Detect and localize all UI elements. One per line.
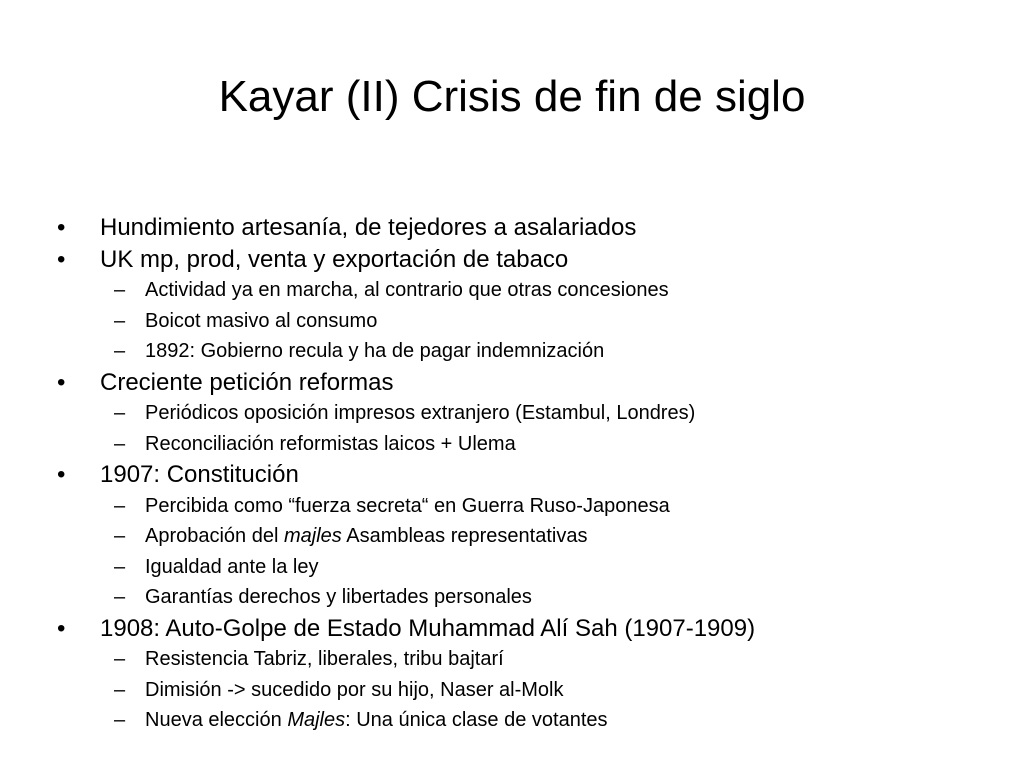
sub-bullet-item xyxy=(57,275,1007,306)
bullet-text: 1908: Auto-Golpe de Estado Muhammad Alí Sah (1907-1909) xyxy=(100,614,756,642)
bullet-item xyxy=(57,244,1007,276)
dash-marker: – xyxy=(114,586,126,608)
sub-bullet-item xyxy=(57,644,1007,675)
bullet-marker: • xyxy=(57,214,66,241)
slide-title: Kayar (II) Crisis de fin de siglo xyxy=(218,72,806,121)
dash-marker: – xyxy=(114,340,126,362)
bullet-item xyxy=(57,367,1007,399)
sub-bullet-text: Dimisión -> sucedido por su hijo, Naser al-Molk xyxy=(145,678,564,701)
bullet-item xyxy=(57,212,1007,244)
dash-marker: – xyxy=(114,555,126,578)
bullet-item xyxy=(57,459,1007,491)
text-segment: Asambleas representativas xyxy=(341,525,588,547)
bullet-text: 1907: Constitución xyxy=(100,461,299,488)
dash-marker: – xyxy=(114,402,126,424)
dash-marker: – xyxy=(114,279,126,301)
sub-bullet-item xyxy=(57,336,1007,367)
sub-bullet-item xyxy=(57,521,1007,552)
bullet-marker: • xyxy=(57,461,66,488)
sub-bullet-item xyxy=(57,491,1007,522)
sub-bullet-text: Percibida como “fuerza secreta“ en Guerra Ruso-Japonesa xyxy=(145,494,670,517)
bullet-text: UK mp, prod, venta y exportación de tabaco xyxy=(100,245,569,273)
sub-bullet-item xyxy=(57,582,1007,613)
bullet-text: Hundimiento artesanía, de tejedores a asalariados xyxy=(100,214,637,241)
bullet-marker: • xyxy=(57,245,66,273)
sub-bullet-text xyxy=(145,709,608,731)
italic-term: majles xyxy=(283,525,342,547)
sub-bullet-text xyxy=(145,525,587,547)
dash-marker: – xyxy=(114,309,126,332)
bullet-marker: • xyxy=(57,368,66,396)
dash-marker: – xyxy=(114,648,126,670)
sub-bullet-text: Periódicos oposición impresos extranjero (Estambul, Londres) xyxy=(145,402,696,424)
sub-bullet-item xyxy=(57,552,1007,583)
sub-bullet-item xyxy=(57,306,1007,337)
bullet-item xyxy=(57,613,1007,645)
dash-marker: – xyxy=(114,432,126,455)
sub-bullet-text: Actividad ya en marcha, al contrario que otras concesiones xyxy=(145,279,669,301)
text-segment: Aprobación del xyxy=(145,525,284,547)
sub-bullet-text: Garantías derechos y libertades personales xyxy=(145,586,532,608)
bullet-text: Creciente petición reformas xyxy=(100,368,394,396)
bullet-list xyxy=(57,212,1007,736)
dash-marker: – xyxy=(114,709,126,731)
bullet-marker: • xyxy=(57,614,66,642)
sub-bullet-item xyxy=(57,675,1007,706)
italic-term: Majles xyxy=(287,709,346,731)
sub-bullet-item xyxy=(57,398,1007,429)
text-segment: : Una única clase de votantes xyxy=(345,709,608,731)
sub-bullet-text: Igualdad ante la ley xyxy=(145,555,319,578)
dash-marker: – xyxy=(114,525,126,547)
dash-marker: – xyxy=(114,494,126,517)
sub-bullet-item xyxy=(57,429,1007,460)
sub-bullet-text: Resistencia Tabriz, liberales, tribu bajtarí xyxy=(145,648,504,670)
dash-marker: – xyxy=(114,678,126,701)
text-segment: Nueva elección xyxy=(145,709,288,731)
sub-bullet-item xyxy=(57,705,1007,736)
sub-bullet-text: 1892: Gobierno recula y ha de pagar indemnización xyxy=(145,340,605,362)
sub-bullet-text: Boicot masivo al consumo xyxy=(145,309,378,332)
sub-bullet-text: Reconciliación reformistas laicos + Ulema xyxy=(145,432,516,455)
